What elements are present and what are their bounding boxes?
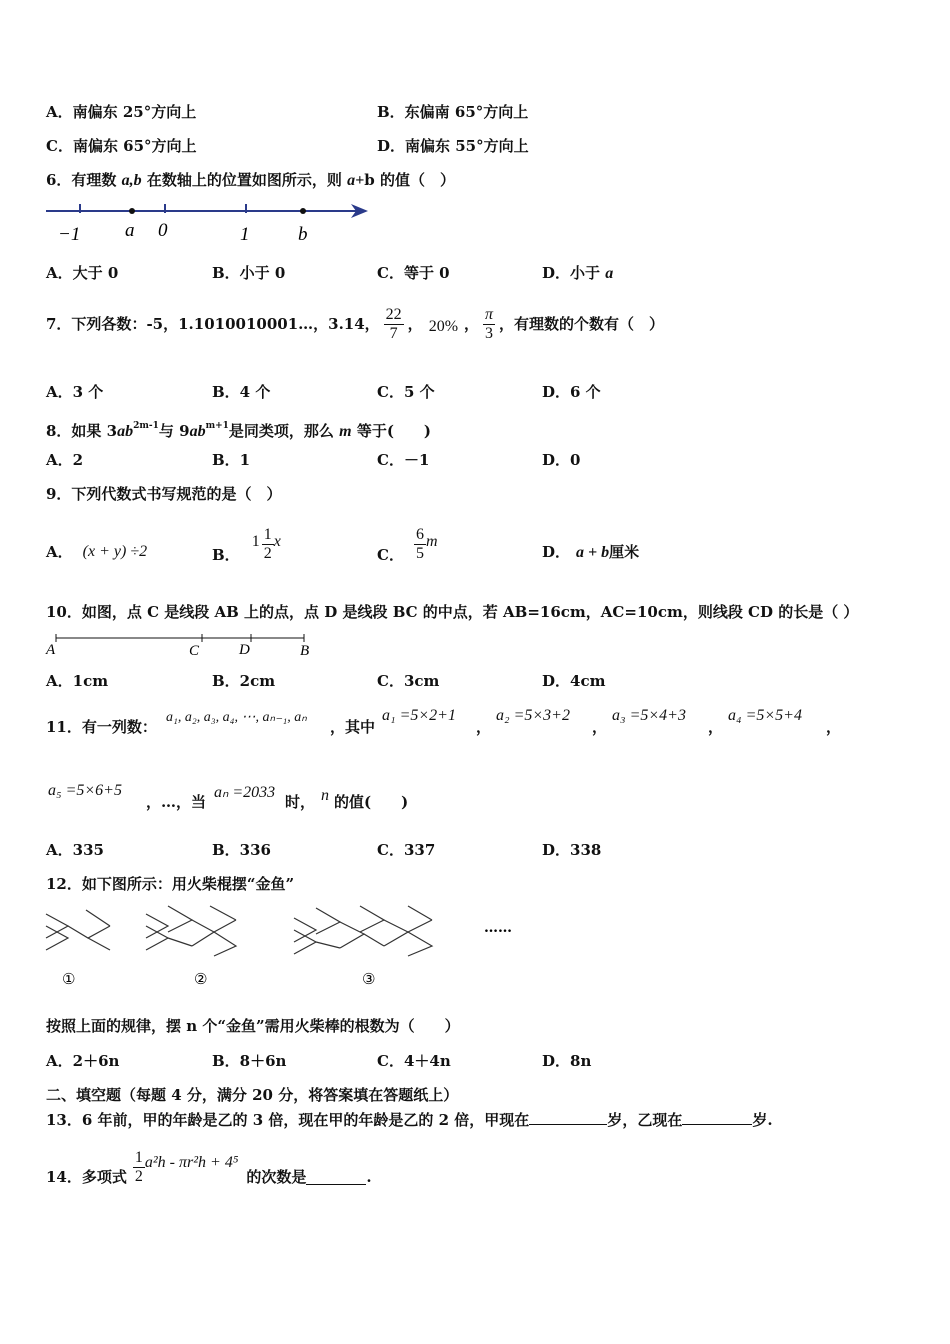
q10-option-d: D．4cm (542, 672, 606, 690)
q10-stem: 10．如图，点 C 是线段 AB 上的点，点 D 是线段 BC 的中点，若 AB=16cm，AC=10cm，则线段 CD 的长是（ ） (46, 603, 859, 621)
fish-1 (46, 910, 110, 950)
point-label-d: D (239, 642, 250, 658)
q12-option-b: B．8＋6n (212, 1052, 287, 1070)
q11-eq5: a₅ =5×6+5 (48, 782, 122, 799)
q11-line2-mid: ，…，当 (146, 793, 207, 811)
q11-option-b: B．336 (212, 841, 271, 859)
q7-option-c: C．5 个 (377, 383, 435, 401)
fish-label-1: ① (62, 970, 76, 988)
q13-blank-2 (682, 1110, 752, 1125)
q8-option-d: D．0 (542, 451, 581, 469)
label-minus-one: −1 (58, 224, 81, 245)
q8-option-a: A．2 (46, 451, 84, 469)
fish-2 (146, 906, 236, 956)
q11-var-n: n (321, 787, 329, 804)
label-b: b (298, 224, 308, 245)
segment-figure (46, 630, 326, 660)
q11-sequence: a₁, a₂, a₃, a₄, ⋯, aₙ₋₁, aₙ (166, 710, 307, 725)
q9-option-d: D． a + b厘米 (542, 543, 640, 561)
q12-option-c: C．4＋4n (377, 1052, 451, 1070)
point-label-a: A (46, 642, 56, 658)
q9-option-c: C． $\frac{6}{5}$ m (377, 525, 438, 564)
q6-option-b: B．小于 0 (212, 264, 286, 282)
fraction-pi-3: $\frac{\pi}{3}$ (485, 305, 494, 342)
q7-option-a: A．3 个 (46, 383, 104, 401)
q11-eq2: a₂ =5×3+2 (496, 707, 570, 724)
q8-stem: 8．如果 $3ab^{2m-1}$与 $9ab^{m+1}$是同类项，那么 m 等于( ) (46, 421, 432, 440)
q8-option-c: C．－1 (377, 451, 430, 469)
q12-question: 按照上面的规律，摆 n 个“金鱼”需用火柴棒的根数为（ ） (46, 1017, 460, 1035)
q5-option-b: B．东偏南 65°方向上 (377, 103, 529, 121)
label-zero: 0 (158, 220, 168, 241)
q11-condition: aₙ =2033 (214, 784, 276, 801)
point-label-b: B (300, 643, 310, 659)
q6-option-c: C．等于 0 (377, 264, 450, 282)
q9-option-b: B． 1 $\frac{1}{2}$ x (212, 525, 281, 564)
q11-option-c: C．337 (377, 841, 436, 859)
label-one: 1 (240, 224, 250, 245)
point-b (300, 208, 306, 214)
fish-label-3: ③ (362, 970, 376, 988)
fish-label-2: ② (194, 970, 208, 988)
q14-stem: 14．多项式 $\frac{1}{2}$ a²h - πr²h + 4⁵ 的次数是 . (46, 1148, 372, 1186)
fish-ellipsis: …… (484, 920, 512, 936)
q11-mid: ，其中 (330, 718, 376, 736)
q5-option-a: A．南偏东 25°方向上 (46, 103, 197, 121)
q8-option-b: B．1 (212, 451, 251, 469)
point-label-c: C (189, 643, 200, 659)
point-a (129, 208, 135, 214)
q10-option-a: A．1cm (46, 672, 109, 690)
q11-option-a: A．335 (46, 841, 104, 859)
section-title-fill-blank: 二、填空题（每题 4 分，满分 20 分，将答案填在答题纸上） (46, 1086, 459, 1104)
q11-stem-prefix: 11．有一列数： (46, 718, 157, 736)
q11-eq4: a₄ =5×5+4 (728, 707, 802, 724)
fraction-22-7: $\frac{22}{7}$ (385, 305, 402, 342)
fish-3 (294, 906, 432, 956)
q9-stem: 9．下列代数式书写规范的是（ ） (46, 485, 282, 503)
q14-blank (306, 1170, 366, 1185)
q5-option-c: C．南偏东 65°方向上 (46, 137, 197, 155)
label-a: a (125, 220, 135, 241)
q7-option-d: D．6 个 (542, 383, 601, 401)
q6-stem: 6．有理数 a,b 在数轴上的位置如图所示，则 a+b 的值（ ） (46, 171, 455, 189)
q6-option-d: D．小于 a (542, 264, 614, 282)
q13-blank-1 (529, 1110, 607, 1125)
q6-option-a: A．大于 0 (46, 264, 119, 282)
q7-stem: 7．下列各数：-5，1.1010010001…，3.14， $\frac{22}{7}$ ， 20% ， $\frac{\pi}{3}$ ，有理数的个数有（ ） (46, 305, 665, 342)
q11-option-d: D．338 (542, 841, 602, 859)
q12-option-a: A．2＋6n (46, 1052, 120, 1070)
q11-eq1: a₁ =5×2+1 (382, 707, 456, 724)
q11-suffix: 的值( ) (334, 793, 409, 811)
matchstick-fish-figure (44, 902, 524, 992)
number-line-figure (46, 198, 376, 248)
q7-option-b: B．4 个 (212, 383, 271, 401)
q9-option-a: A． (x + y) ÷2 (46, 543, 148, 561)
q12-stem: 12．如下图所示：用火柴棍摆“金鱼” (46, 875, 295, 893)
q5-option-d: D．南偏东 55°方向上 (377, 137, 529, 155)
q13-stem: 13．6 年前，甲的年龄是乙的 3 倍，现在甲的年龄是乙的 2 倍，甲现在 岁，乙现在 岁. (46, 1111, 773, 1129)
q12-option-d: D．8n (542, 1052, 592, 1070)
q11-eq3: a₃ =5×4+3 (612, 707, 686, 724)
q11-when: 时， (285, 793, 316, 811)
q10-option-b: B．2cm (212, 672, 276, 690)
q10-option-c: C．3cm (377, 672, 440, 690)
